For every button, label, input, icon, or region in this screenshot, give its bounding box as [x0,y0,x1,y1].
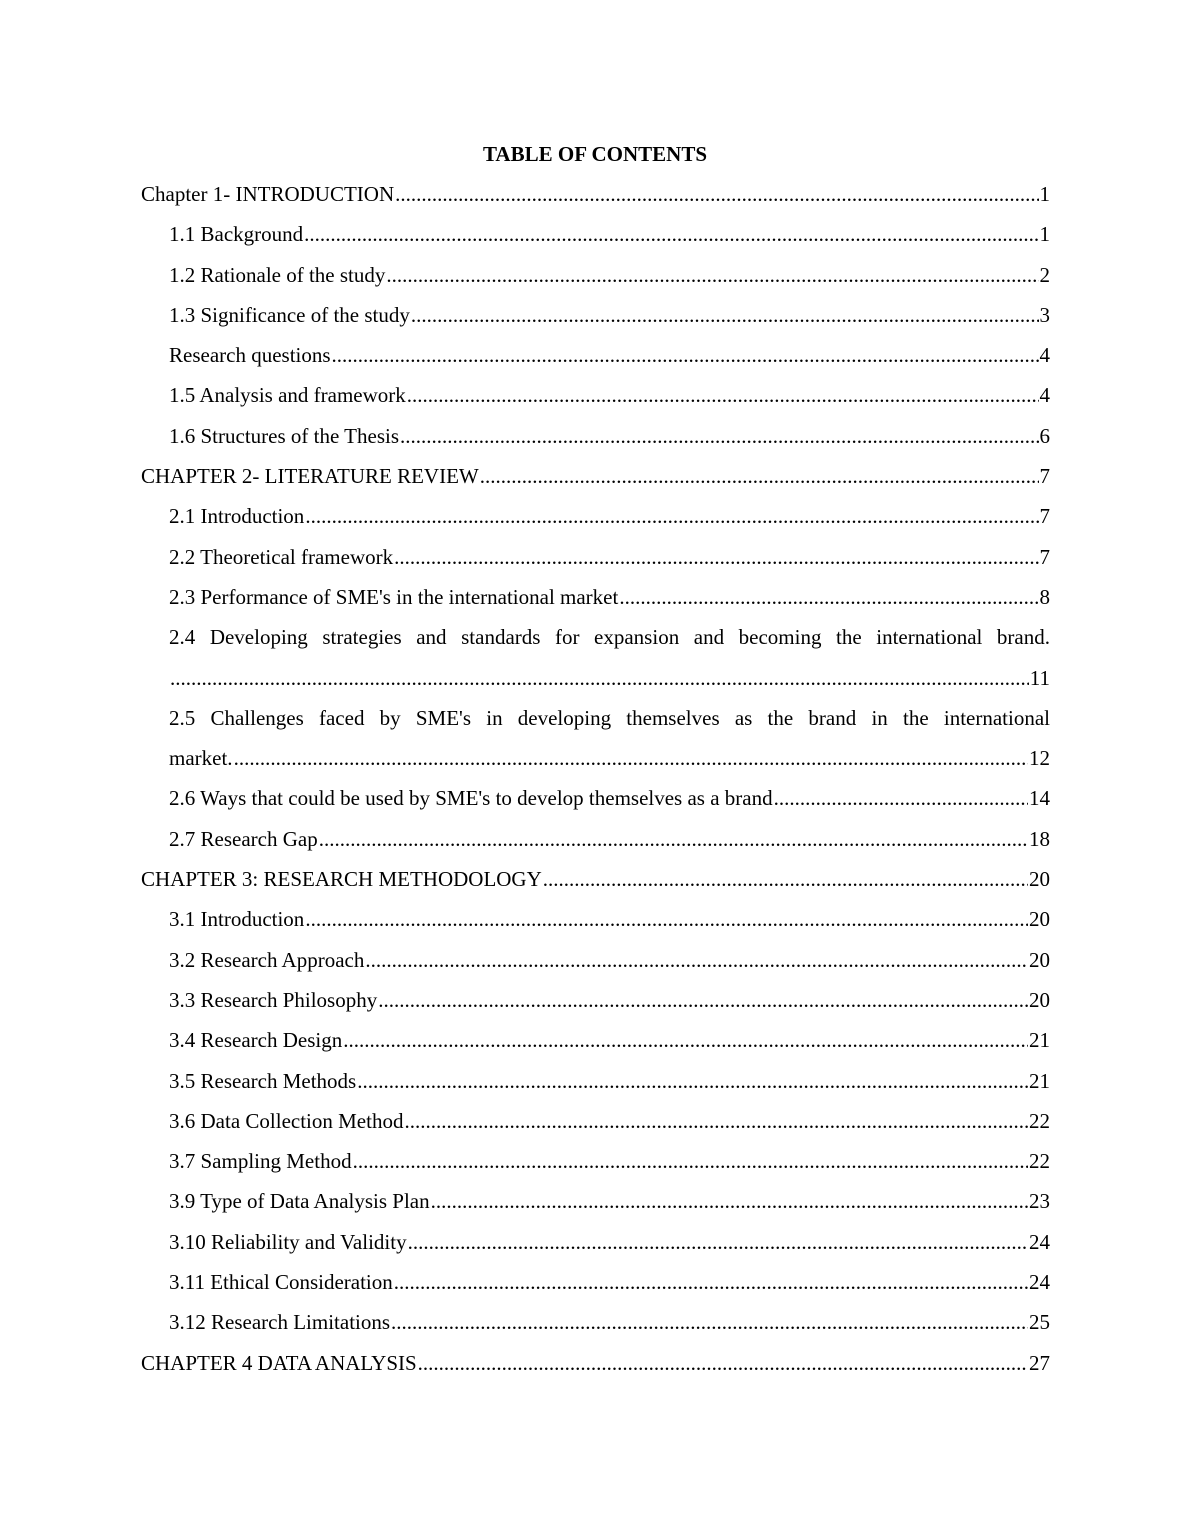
toc-leader [480,462,1039,490]
toc-entry-label: 2.7 Research Gap [169,826,318,851]
toc-entry[interactable] [141,220,1050,260]
toc-entry-page: 7 [1039,464,1050,489]
toc-entry[interactable] [141,1107,1050,1147]
toc-entry-page: 21 [1029,1068,1050,1093]
toc-entry[interactable] [141,502,1050,542]
toc-leader [234,744,1028,772]
toc-entry-label: 3.9 Type of Data Analysis Plan [169,1189,430,1214]
toc-entry-label: 3.12 Research Limitations [169,1310,391,1335]
toc-entry-label: 1.6 Structures of the Thesis [169,423,399,448]
toc-entry-label: 2.6 Ways that could be used by SME's to develop themselves as a brand [169,786,773,811]
toc-leader [305,905,1028,933]
toc-leader [357,1067,1028,1095]
toc-entry[interactable] [141,784,1050,824]
toc-entry-label: 3.4 Research Design [169,1028,343,1053]
toc-entry-label: market. [169,746,233,771]
toc-entry-page: 23 [1029,1189,1050,1214]
toc-entry-page: 24 [1029,1229,1050,1254]
toc-entry[interactable] [141,1147,1050,1187]
toc-entry[interactable] [141,905,1050,945]
toc-leader [774,784,1028,812]
toc-entry[interactable] [141,543,1050,583]
toc-entry[interactable] [141,341,1050,381]
toc-entry-label: CHAPTER 4 DATA ANALYSIS [141,1350,417,1375]
toc-entry-wrapped-line[interactable]: 2.4 Developing strategies and standards for expansion and becoming the international brand. [169,625,1050,650]
toc-entry-label: 3.11 Ethical Consideration [169,1270,393,1295]
toc-leader [543,865,1028,893]
toc-entry[interactable] [141,462,1050,502]
toc-entry[interactable] [141,301,1050,341]
toc-list [141,180,1050,1389]
toc-leader [343,1026,1028,1054]
toc-entry-page: 20 [1029,867,1050,892]
toc-leader [400,422,1039,450]
toc-leader [394,543,1038,571]
toc-entry-page: 1 [1039,182,1050,206]
toc-entry-page: 6 [1039,423,1050,448]
toc-leader [386,261,1038,289]
toc-entry-label: 2.1 Introduction [169,504,305,529]
toc-entry-page: 25 [1029,1310,1050,1335]
toc-entry-page: 8 [1039,584,1050,609]
toc-entry[interactable] [141,422,1050,462]
toc-entry[interactable] [141,825,1050,865]
toc-entry-label: 1.1 Background [169,222,304,247]
toc-entry-label: Research questions [169,343,331,368]
toc-title: TABLE OF CONTENTS [482,142,708,166]
toc-entry[interactable] [141,1308,1050,1348]
toc-entry[interactable] [141,744,1050,784]
toc-leader [305,502,1038,530]
toc-entry[interactable] [141,946,1050,986]
toc-entry-label: 2.3 Performance of SME's in the international market [169,584,619,609]
toc-entry-page: 3 [1039,302,1050,327]
toc-leader [365,946,1028,974]
toc-entry-page: 14 [1029,786,1050,811]
toc-leader [418,1349,1028,1377]
toc-entry-label: 1.2 Rationale of the study [169,262,386,287]
toc-entry-page: 21 [1029,1028,1050,1053]
toc-entry-page: 27 [1029,1350,1050,1375]
toc-leader [332,341,1039,369]
toc-entry[interactable] [141,865,1050,905]
toc-entry[interactable] [141,180,1050,220]
toc-entry-label: 3.5 Research Methods [169,1068,357,1093]
toc-entry-label: 2.2 Theoretical framework [169,544,394,569]
toc-entry[interactable] [141,1228,1050,1268]
toc-entry-page: 18 [1029,826,1050,851]
toc-entry-page: 1 [1039,222,1050,247]
toc-leader [404,1107,1028,1135]
toc-entry-label: 3.10 Reliability and Validity [169,1229,407,1254]
toc-entry[interactable] [141,664,1050,704]
toc-entry[interactable] [141,381,1050,421]
toc-leader [619,583,1038,611]
toc-entry-page: 20 [1029,947,1050,972]
toc-leader [431,1187,1028,1215]
toc-entry-label: 3.6 Data Collection Method [169,1108,404,1133]
toc-entry[interactable] [141,1268,1050,1308]
toc-entry-wrapped-line[interactable]: 2.5 Challenges faced by SME's in developing themselves as the brand in the international [169,705,1050,730]
toc-entry-page: 7 [1039,544,1050,569]
toc-entry[interactable] [141,1067,1050,1107]
toc-leader [378,986,1028,1014]
toc-leader [407,381,1039,409]
toc-entry-label: 3.7 Sampling Method [169,1149,352,1174]
toc-entry-page: 22 [1029,1149,1050,1174]
toc-leader [395,180,1038,208]
toc-entry-page: 24 [1029,1270,1050,1295]
toc-entry-page: 2 [1039,262,1050,287]
toc-entry-page: 4 [1039,343,1050,368]
toc-leader [411,301,1039,329]
toc-entry-page: 20 [1029,987,1050,1012]
toc-entry-page: 12 [1029,746,1050,771]
toc-leader [319,825,1028,853]
toc-entry-label: CHAPTER 3: RESEARCH METHODOLOGY [141,867,542,892]
toc-entry[interactable] [141,1026,1050,1066]
toc-entry[interactable] [141,583,1050,623]
toc-entry[interactable] [141,1187,1050,1227]
toc-leader [391,1308,1028,1336]
toc-leader [408,1228,1028,1256]
toc-entry-page: 7 [1039,504,1050,529]
toc-entry-label: CHAPTER 2- LITERATURE REVIEW [141,464,479,489]
toc-entry-page: 22 [1029,1108,1050,1133]
toc-leader [394,1268,1028,1296]
toc-entry-page: 20 [1029,907,1050,932]
toc-leader [353,1147,1028,1175]
toc-entry-label: 3.1 Introduction [169,907,305,932]
toc-entry-label: 3.3 Research Philosophy [169,987,378,1012]
toc-entry[interactable] [141,986,1050,1026]
toc-entry-label: Chapter 1- INTRODUCTION [141,182,395,206]
toc-entry-label: 3.2 Research Approach [169,947,365,972]
toc-entry[interactable] [141,261,1050,301]
toc-entry-page: 11 [1029,665,1050,690]
toc-entry-label: 1.5 Analysis and framework [169,383,406,408]
toc-leader [304,220,1038,248]
toc-entry-label: 1.3 Significance of the study [169,302,410,327]
toc-entry[interactable] [141,1349,1050,1389]
toc-leader [170,664,1029,692]
toc-entry-page: 4 [1039,383,1050,408]
